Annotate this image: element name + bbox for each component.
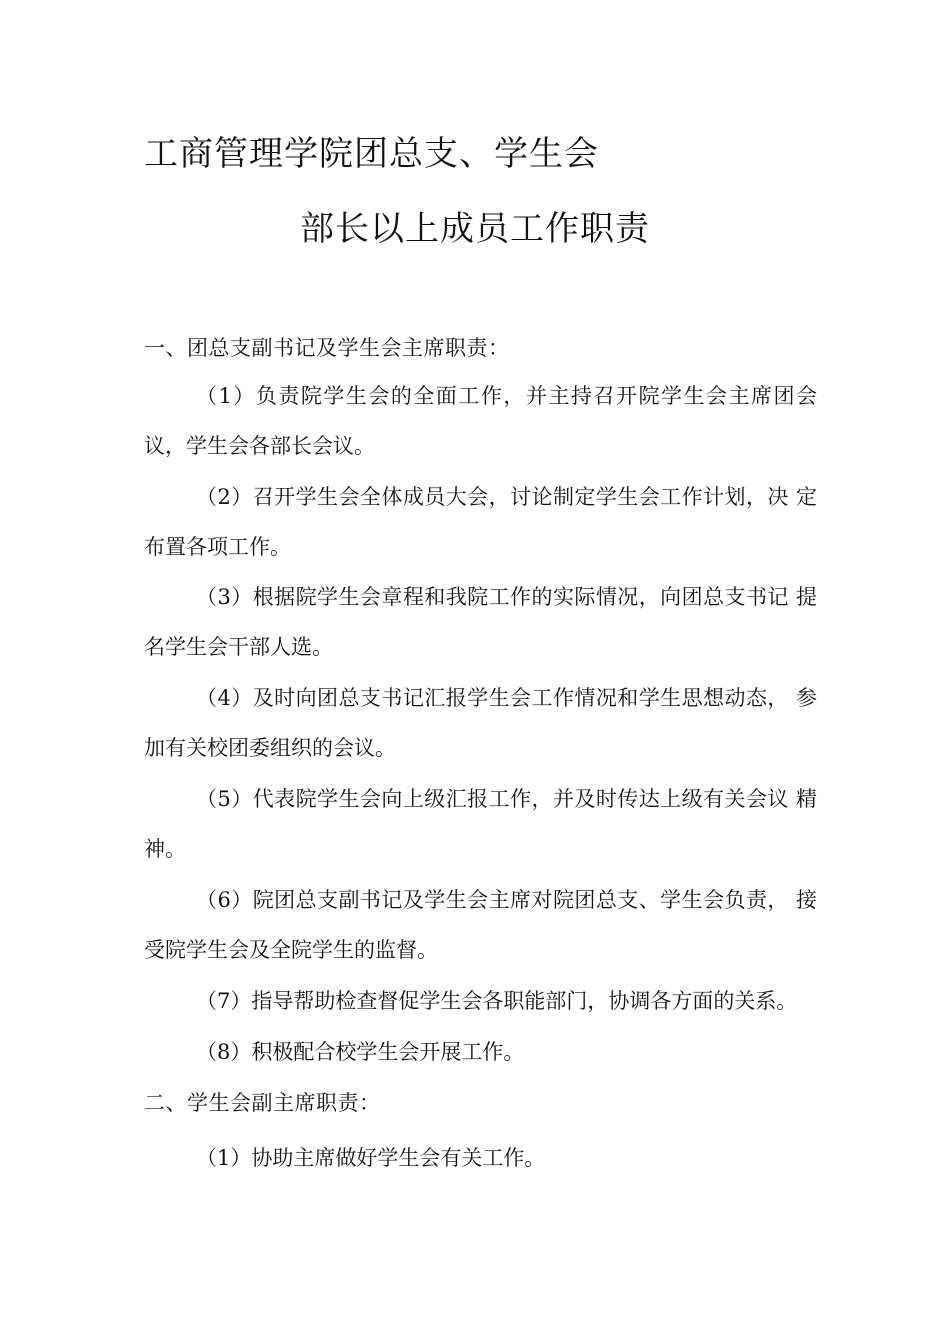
paragraph-line: 加有关校团委组织的会议。 — [144, 736, 396, 760]
paragraph-line: （3）根据院学生会章程和我院工作的实际情况，向团总支书记 提 — [196, 585, 817, 609]
paragraph-line: 神。 — [144, 837, 186, 861]
paragraph-line: 布置各项工作。 — [144, 535, 291, 559]
paragraph-line: （1）协助主席做好学生会有关工作。 — [196, 1146, 546, 1170]
document-title-line2: 部长以上成员工作职责 — [300, 209, 650, 249]
paragraph-line: 受院学生会及全院学生的监督。 — [144, 938, 438, 962]
paragraph-line: （1）负责院学生会的全面工作，并主持召开院学生会主席团会 — [196, 384, 817, 408]
section-heading-1: 一、团总支副书记及学生会主席职责： — [144, 336, 510, 360]
paragraph-line: （4）及时向团总支书记汇报学生会工作情况和学生思想动态， 参 — [196, 686, 817, 710]
paragraph-line: （7）指导帮助检查督促学生会各职能部门，协调各方面的关系。 — [196, 989, 798, 1013]
paragraph-line: （5）代表院学生会向上级汇报工作，并及时传达上级有关会议 精 — [196, 787, 817, 811]
document-title-line1: 工商管理学院团总支、学生会 — [144, 134, 599, 174]
section-heading-2: 二、学生会副主席职责： — [144, 1091, 381, 1115]
paragraph-line: （6）院团总支副书记及学生会主席对院团总支、学生会负责， 接 — [196, 888, 817, 912]
paragraph-line: 名学生会干部人选。 — [144, 635, 333, 659]
paragraph-line: （2）召开学生会全体成员大会，讨论制定学生会工作计划，决 定 — [196, 485, 817, 509]
paragraph-line: （8）积极配合校学生会开展工作。 — [196, 1040, 525, 1064]
paragraph-line: 议，学生会各部长会议。 — [144, 434, 375, 458]
